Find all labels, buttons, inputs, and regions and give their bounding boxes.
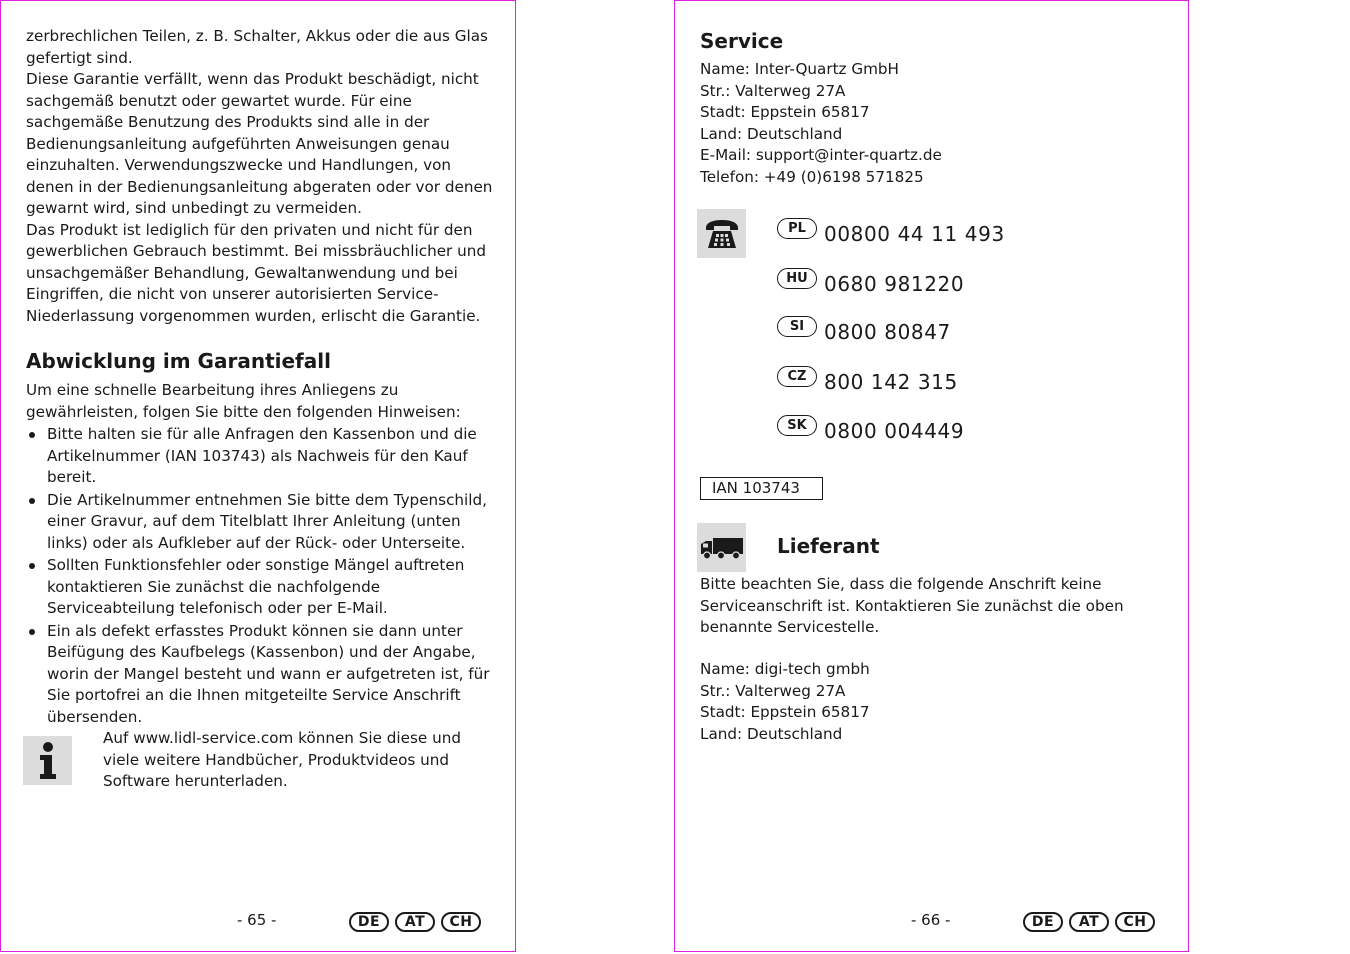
service-line: Telefon: +49 (0)6198 571825: [700, 167, 924, 186]
service-line: E-Mail: support@inter-quartz.de: [700, 146, 942, 164]
flag-at: AT: [395, 912, 435, 932]
flag-at: AT: [1069, 912, 1109, 932]
phone-number: 0800 80847: [824, 320, 951, 344]
phone-row-pl: [777, 222, 1005, 246]
telephone-icon: [697, 209, 746, 258]
left-page: [0, 0, 516, 952]
info-text: Auf www.lidl-service.com können Sie diese und viele weitere Handbücher, Produktvideos und Software herunterladen.: [103, 729, 461, 790]
country-flags: [349, 912, 481, 932]
supplier-address: [700, 659, 1160, 745]
service-line: Stadt: Eppstein 65817: [700, 103, 870, 121]
list-item: Bitte halten sie für alle Anfragen den Kassenbon und die Artikelnummer (IAN 103743) als Nachweis für den Kauf bereit.: [26, 424, 496, 489]
phone-number: 0800 004449: [824, 419, 965, 443]
supplier-line: Str.: Valterweg 27A: [700, 681, 846, 700]
intro-paragraph: zerbrechlichen Teilen, z. B. Schalter, Akkus oder die aus Glas gefertigt sind.: [26, 27, 488, 67]
phone-number: 800 142 315: [824, 370, 958, 394]
supplier-line: Name: digi-tech gmbh: [700, 660, 870, 678]
country-badge: SI: [777, 316, 817, 337]
list-item: Sollten Funktionsfehler oder sonstige Mängel auftreten kontaktieren Sie zunächst die nachfolgende Serviceabteilung telefonisch oder per E-Mail.: [26, 555, 496, 620]
service-line: Land: Deutschland: [700, 124, 843, 143]
service-heading: Service: [700, 29, 784, 53]
right-page: [674, 0, 1189, 952]
ian-label: IAN 103743: [700, 477, 823, 500]
service-line: Name: Inter-Quartz GmbH: [700, 60, 899, 78]
info-icon: [23, 736, 72, 785]
flag-de: DE: [349, 912, 389, 932]
phone-row-sk: [777, 419, 964, 443]
bullet-list: [26, 424, 496, 728]
supplier-note: Bitte beachten Sie, dass die folgende Anschrift keine Serviceanschrift ist. Kontaktieren Sie zunächst die oben benannte Servicestelle.: [700, 575, 1124, 636]
truck-icon: [697, 523, 746, 572]
intro-text: [26, 26, 496, 327]
section-heading: Abwicklung im Garantiefall: [26, 349, 331, 373]
list-item: Die Artikelnummer entnehmen Sie bitte dem Typenschild, einer Gravur, auf dem Titelblatt Ihrer Anleitung (unten links) oder als Aufkleber auf der Rück- oder Unterseite.: [26, 490, 496, 555]
country-flags: [1023, 912, 1155, 932]
phone-row-cz: [777, 370, 958, 394]
flag-ch: CH: [1115, 912, 1155, 932]
supplier-line: Land: Deutschland: [700, 724, 843, 743]
supplier-line: Stadt: Eppstein 65817: [700, 703, 870, 721]
page-number: - 65 -: [237, 911, 277, 929]
phone-row-hu: [777, 272, 964, 296]
country-badge: CZ: [777, 366, 817, 387]
service-line: Str.: Valterweg 27A: [700, 81, 846, 100]
country-badge: PL: [777, 218, 817, 239]
country-badge: HU: [777, 268, 817, 289]
intro-paragraph: Diese Garantie verfällt, wenn das Produkt beschädigt, nicht sachgemäß benutzt oder gewartet wurde. Für eine sachgemäße Benutzung des Produkts sind alle in der Bedienungsanleitung aufgeführten Anweisungen genau einzuhalten. Verwendungszwecke und Handlungen, von denen in der Bedienungsanleitung abgeraten oder vor denen gewarnt wird, sind unbedingt zu vermeiden.: [26, 70, 493, 217]
list-item: Ein als defekt erfasstes Produkt können sie dann unter Beifügung des Kaufbelegs (Kassenbon) und der Angabe, worin der Mangel besteht und wann er aufgetreten ist, für Sie portofrei an die Ihnen mitgeteilte Service Anschrift übersenden.: [26, 621, 496, 729]
flag-de: DE: [1023, 912, 1063, 932]
phone-number: 00800 44 11 493: [824, 222, 1005, 246]
warranty-instructions: [26, 380, 496, 729]
page-number: - 66 -: [911, 911, 951, 929]
lead-text: Um eine schnelle Bearbeitung ihres Anliegens zu gewährleisten, folgen Sie bitte den folgenden Hinweisen:: [26, 381, 461, 421]
phone-row-si: [777, 320, 951, 344]
intro-paragraph: Das Produkt ist lediglich für den privaten und nicht für den gewerblichen Gebrauch bestimmt. Bei missbräuchlicher und unsachgemäßer Behandlung, Gewaltanwendung und bei Eingriffen, die nicht von unserer autorisierten Service-Niederlassung vorgenommen wurden, erlischt die Garantie.: [26, 220, 487, 325]
service-address: [700, 59, 1160, 188]
flag-ch: CH: [441, 912, 481, 932]
supplier-heading: Lieferant: [777, 534, 880, 558]
country-badge: SK: [777, 415, 817, 436]
phone-number: 0680 981220: [824, 272, 965, 296]
